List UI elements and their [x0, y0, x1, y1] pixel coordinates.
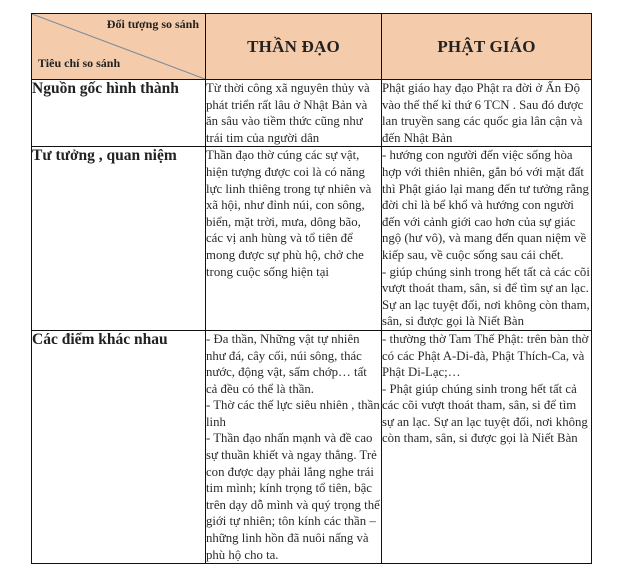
- row-header: Tư tưởng , quan niệm: [32, 147, 206, 331]
- shinto-cell: [206, 330, 382, 563]
- buddhism-cell: [382, 147, 592, 331]
- cell-text: - giúp chúng sinh trong hết tất cả các cõi vượt thoát tham, sân, si để tìm sự an lạc. Sự an lạc tuyệt đối, nơi không còn tham, sân, si được gọi là Niết Bàn: [382, 264, 590, 329]
- column-header-buddhism: PHẬT GIÁO: [382, 14, 592, 80]
- row-header: Nguồn gốc hình thành: [32, 80, 206, 147]
- cell-text: - thường thờ Tam Thế Phật: trên bàn thờ có các Phật A-Di-đà, Phật Thích-Ca, và Phật Di-Lạc;…: [382, 331, 589, 380]
- table-row-ideology: [32, 147, 592, 331]
- header-row: [32, 14, 592, 80]
- cell-text: - Phật giúp chúng sinh trong hết tất cả các cõi vượt thoát tham, sân, si để tìm sự an lạc. Sự an lạc tuyệt đối, nơi không còn tham, sân, si được gọi là Niết Bàn: [382, 381, 588, 446]
- shinto-cell: [206, 147, 382, 331]
- cell-text: Từ thời công xã nguyên thủy và phát triển rất lâu ở Nhật Bản và ăn sâu vào tiềm thức cũng như trái tim của người dân: [206, 81, 370, 145]
- cell-text: - Thờ các thế lực siêu nhiên , thần linh: [206, 398, 380, 429]
- cell-text: - hướng con người đến việc sống hòa hợp với thiên nhiên, gắn bó với mặt đất thì Phật giáo lại mang đến tư tưởng rằng đời chỉ là bể khổ và hướng con người đến với cảnh giới cao hơn của sự giác ngộ (hư vô), và mang đến quan niệm về kiếp sau, về cuộc sống sau cái chết.: [382, 148, 589, 262]
- compared-objects-label: Đối tượng so sánh: [106, 17, 199, 31]
- cell-text: - Thần đạo nhấn mạnh và đề cao sự thuần khiết và ngay thẳng. Trẻ con được dạy phải lắng nghe trái tim mình; kính trọng tổ tiên, bậc trên dạy dỗ mình và quý trọng thế giới tự nhiên; tôn kính các thần – những linh hồn đã nuôi nấng và phù hộ cho ta.: [206, 431, 380, 562]
- table-row-origin: [32, 80, 592, 147]
- cell-text: - Đa thần, Những vật tự nhiên như đá, cây cối, núi sông, thác nước, động vật, sấm chớp… tất cả đều có thể là thần.: [206, 331, 367, 396]
- corner-header-cell: [32, 14, 206, 80]
- buddhism-cell: [382, 80, 592, 147]
- column-header-shinto: THẦN ĐẠO: [206, 14, 382, 80]
- comparison-table: [31, 13, 592, 564]
- cell-text: Phật giáo hay đạo Phật ra đời ở Ấn Độ vào thế thế kỉ thứ 6 TCN . Sau đó được lan truyền sang các quốc gia lân cận và đến Nhật Bản: [382, 81, 584, 145]
- table-row-differences: [32, 330, 592, 563]
- cell-text: Thần đạo thờ cúng các sự vật, hiện tượng được coi là có năng lực linh thiêng trong tự nhiên và xã hội, như đỉnh núi, con sông, biển, mặt trời, mưa, dông bão, các vị anh hùng và tổ tiên để mong được sự phù hộ, chở che trong cuộc sống hiện tại: [206, 148, 372, 279]
- row-header: Các điểm khác nhau: [32, 330, 206, 563]
- buddhism-cell: [382, 330, 592, 563]
- criteria-label: Tiêu chí so sánh: [38, 56, 121, 70]
- shinto-cell: [206, 80, 382, 147]
